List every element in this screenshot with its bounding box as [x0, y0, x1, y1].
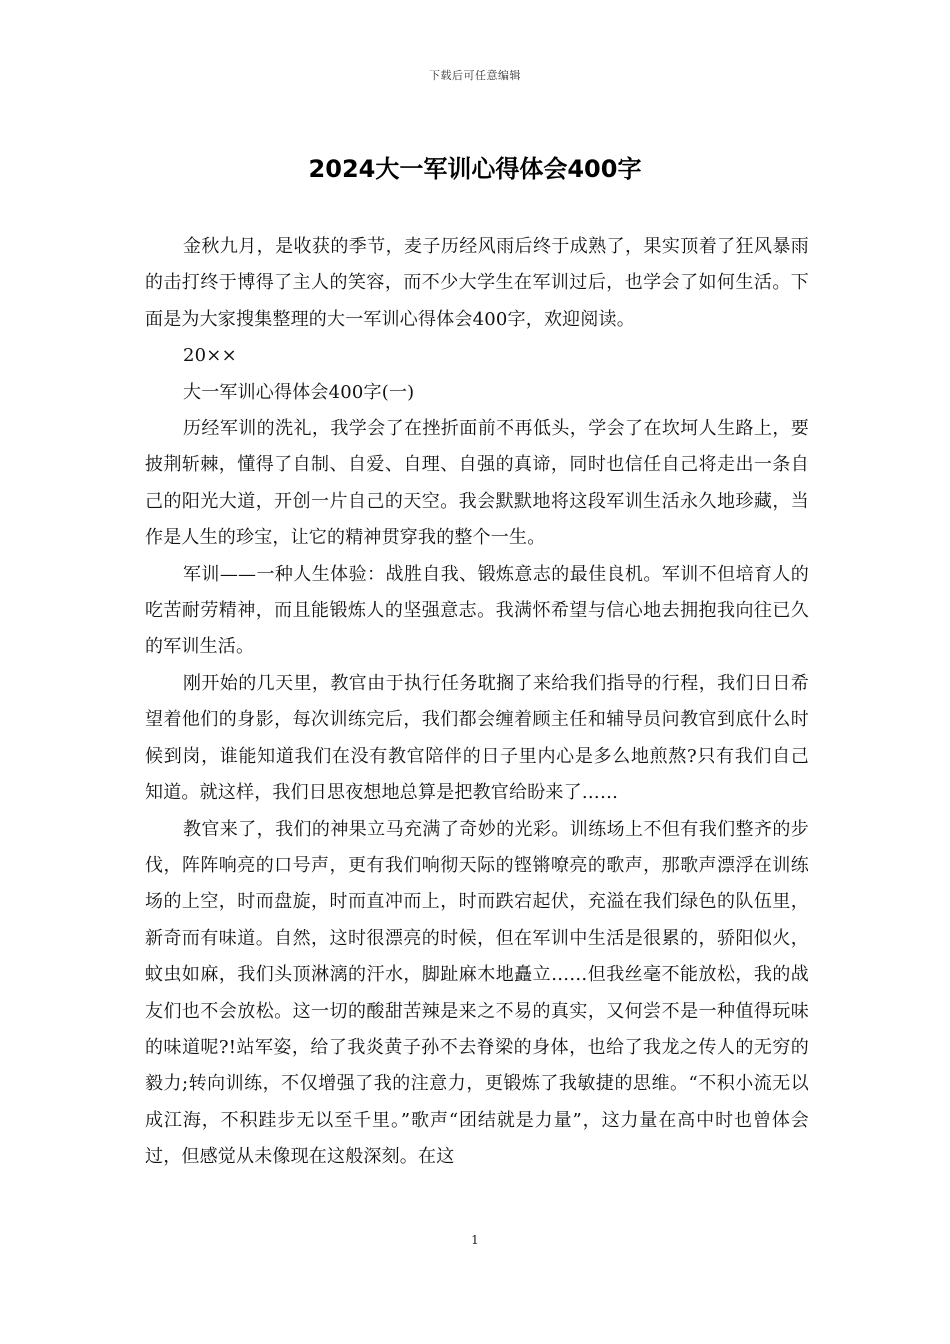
paragraph-body: 教官来了，我们的神果立马充满了奇妙的光彩。训练场上不但有我们整齐的步伐，阵阵响亮的口号声，更有我们响彻天际的铿锵嘹亮的歌声，那歌声漂浮在训练场的上空，时而盘旋，时而直冲而上，时而跌宕起伏，充溢在我们绿色的队伍里，新奇而有味道。自然，这时很漂亮的时候，但在军训中生活是很累的，骄阳似火，蚊虫如麻，我们头顶淋漓的汗水，脚趾麻木地矗立……但我丝毫不能放松，我的战友们也不会放松。这一切的酸甜苦辣是来之不易的真实，又何尝不是一种值得玩味的味道呢?!站军姿，给了我炎黄子孙不去脊梁的身体，也给了我龙之传人的无穷的毅力;转向训练，不仅增强了我的注意力，更锻炼了我敏捷的思维。“不积小流无以成江海，不积跬步无以至千里。”歌声“团结就是力量”，这力量在高中时也曾体会过，但感觉从未像现在这般深刻。在这	[145, 818, 809, 1168]
paragraph-year: 20××	[183, 345, 237, 367]
page-number: 1	[471, 1233, 479, 1247]
document-body	[145, 229, 809, 1176]
page-header-note: 下载后可任意编辑	[429, 69, 521, 82]
paragraph-intro: 金秋九月，是收获的季节，麦子历经风雨后终于成熟了，果实顶着了狂风暴雨的击打终于博得了主人的笑容，而不少大学生在军训过后，也学会了如何生活。下面是为大家搜集整理的大一军训心得体会400字，欢迎阅读。	[145, 236, 809, 330]
paragraph-body: 历经军训的洗礼，我学会了在挫折面前不再低头，学会了在坎坷人生路上，要披荆斩棘，懂得了自制、自爱、自理、自强的真谛，同时也信任自己将走出一条自己的阳光大道，开创一片自己的天空。我会默默地将这段军训生活永久地珍藏，当作是人生的珍宝，让它的精神贯穿我的整个一生。	[145, 418, 809, 549]
paragraph-body: 军训——一种人生体验：战胜自我、锻炼意志的最佳良机。军训不但培育人的吃苦耐劳精神，而且能锻炼人的坚强意志。我满怀希望与信心地去拥抱我向往已久的军训生活。	[145, 563, 809, 658]
document-title: 2024大一军训心得体会400字	[308, 155, 642, 183]
paragraph-body: 刚开始的几天里，教官由于执行任务耽搁了来给我们指导的行程，我们日日希望着他们的身影，每次训练完后，我们都会缠着顾主任和辅导员问教官到底什么时候到岗，谁能知道我们在没有教官陪伴的日子里内心是多么地煎熬?只有我们自己知道。就这样，我们日思夜想地总算是把教官给盼来了……	[145, 672, 809, 804]
section-heading: 大一军训心得体会400字(一)	[183, 381, 415, 403]
